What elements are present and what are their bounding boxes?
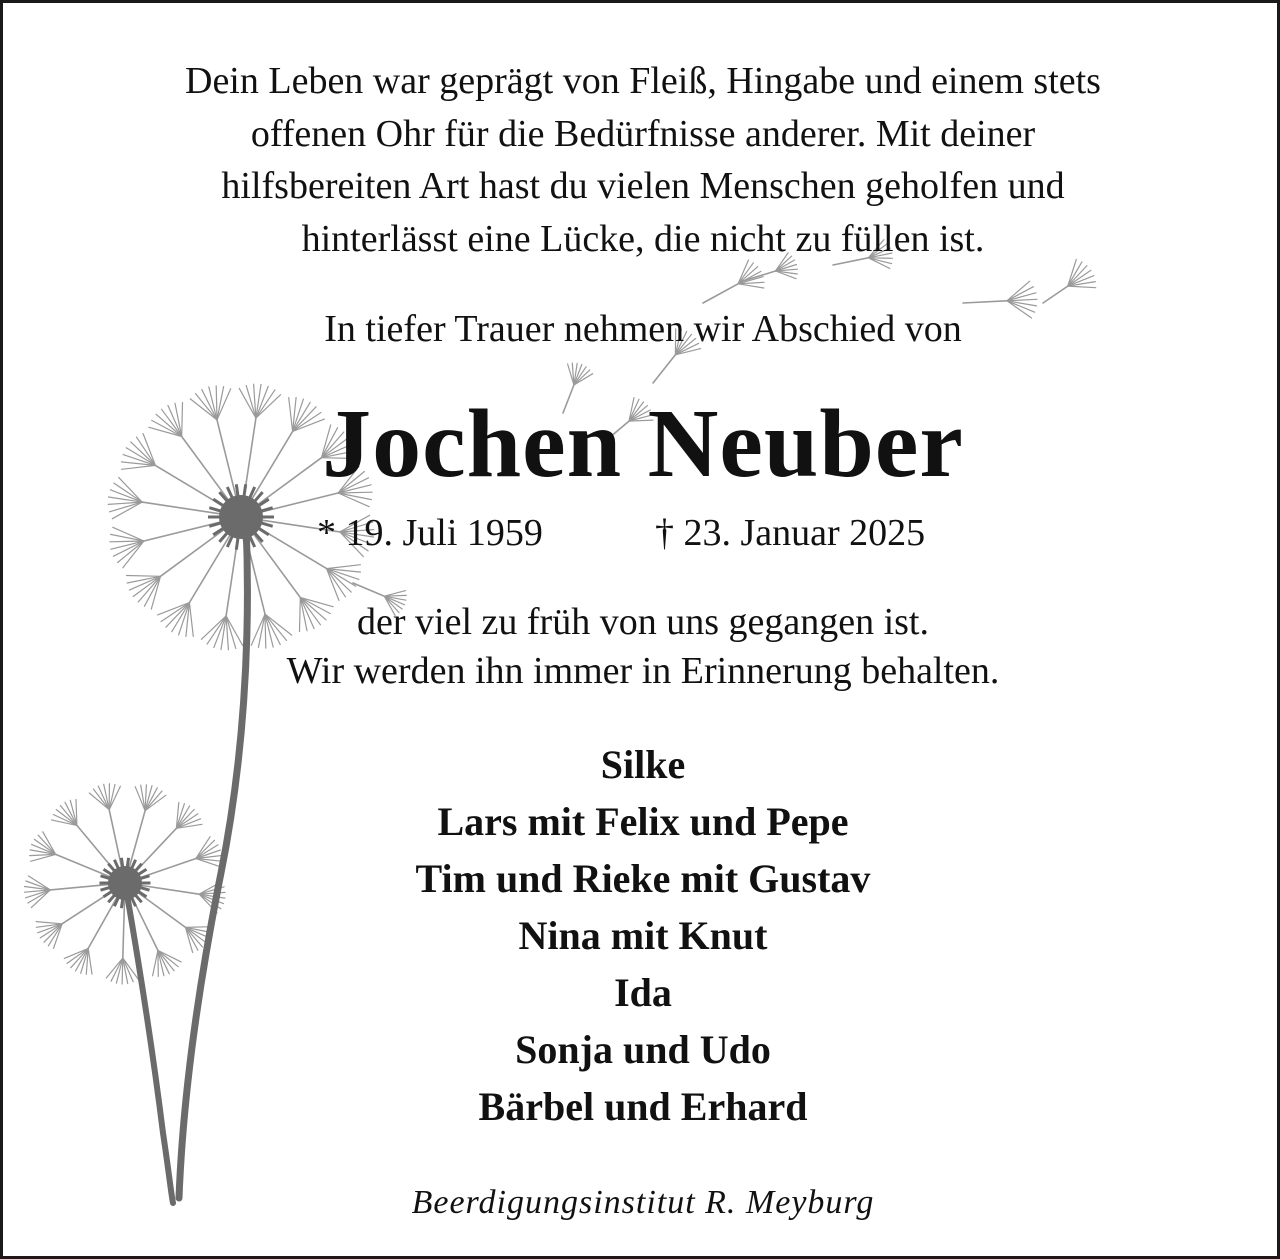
death-date: † 23. Januar 2025 — [655, 512, 926, 554]
intro-paragraph — [93, 55, 1193, 265]
intro-line: offenen Ohr für die Bedürfnisse anderer. Mit deiner — [250, 112, 1036, 155]
birth-date: * 19. Juli 1959 — [317, 512, 543, 554]
closing-line: Wir werden ihn immer in Erinnerung behalten. — [286, 650, 1000, 692]
mourner-entry: Bärbel und Erhard — [478, 1084, 808, 1129]
mourner-entry: Silke — [600, 742, 686, 787]
intro-line: hilfsbereiten Art hast du vielen Menschen geholfen und — [221, 165, 1065, 207]
mourner-entry: Sonja und Udo — [515, 1027, 771, 1072]
mourner-entry: Lars mit Felix und Pepe — [437, 799, 849, 844]
mourner-entry: Ida — [614, 970, 672, 1015]
life-dates — [3, 508, 1280, 558]
closing-line: der viel zu früh von uns gegangen ist. — [357, 601, 929, 643]
intro-line: Dein Leben war geprägt von Fleiß, Hingabe und einem stets — [185, 60, 1101, 102]
farewell-line: In tiefer Trauer nehmen wir Abschied von — [324, 308, 962, 350]
mourners-list — [193, 736, 1093, 1135]
closing-paragraph — [93, 598, 1193, 696]
deceased-name: Jochen Neuber — [322, 390, 964, 498]
funeral-home-signature: Beerdigungsinstitut R. Meyburg — [411, 1184, 875, 1221]
mourner-entry: Tim und Rieke mit Gustav — [415, 856, 871, 901]
intro-line: hinterlässt eine Lücke, die nicht zu füllen ist. — [301, 217, 985, 260]
mourner-entry: Nina mit Knut — [518, 913, 768, 958]
